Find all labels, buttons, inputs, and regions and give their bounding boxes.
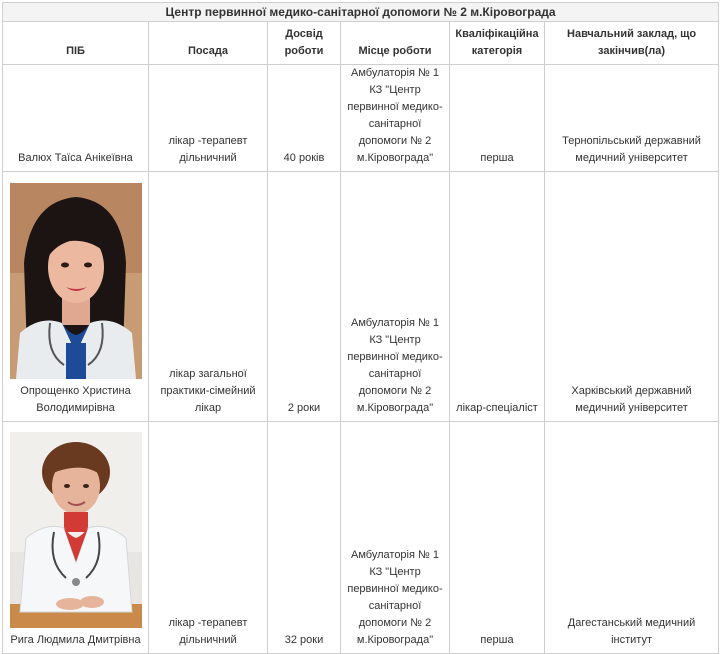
cell-category: перша xyxy=(450,422,545,654)
header-name: ПІБ xyxy=(3,22,149,65)
cell-workplace: Амбулаторія № 1 КЗ "Центр первинної медико-санітарної допомоги № 2 м.Кіровограда" xyxy=(341,65,450,172)
staff-table xyxy=(2,2,719,654)
cell-workplace: Амбулаторія № 1 КЗ "Центр первинної медико-санітарної допомоги № 2 м.Кіровограда" xyxy=(341,172,450,422)
header-education: Навчальний заклад, що закінчив(ла) xyxy=(545,22,719,65)
cell-name-with-photo xyxy=(3,422,149,654)
table-title: Центр первинної медико-санітарної допомоги № 2 м.Кіровограда xyxy=(3,3,719,22)
cell-position: лікар -терапевт дільничний xyxy=(149,65,268,172)
doctor-photo xyxy=(10,183,142,379)
cell-name: Валюх Таїса Анікеївна xyxy=(3,65,149,172)
cell-position: лікар -терапевт дільничний xyxy=(149,422,268,654)
cell-workplace: Амбулаторія № 1 КЗ "Центр первинної медико-санітарної допомоги № 2 м.Кіровограда" xyxy=(341,422,450,654)
cell-name-with-photo xyxy=(3,172,149,422)
header-experience: Досвід роботи xyxy=(268,22,341,65)
cell-experience: 2 роки xyxy=(268,172,341,422)
cell-name: Рига Людмила Дмитрівна xyxy=(10,634,141,646)
staff-table-wrapper xyxy=(2,2,719,654)
cell-education: Тернопільський державний медичний університет xyxy=(545,65,719,172)
header-category: Кваліфікаційна категорія xyxy=(450,22,545,65)
cell-category: лікар-спеціаліст xyxy=(450,172,545,422)
doctor-photo xyxy=(10,432,142,628)
cell-experience: 40 років xyxy=(268,65,341,172)
table-title-row xyxy=(3,3,719,22)
cell-position: лікар загальної практики-сімейний лікар xyxy=(149,172,268,422)
header-position: Посада xyxy=(149,22,268,65)
cell-category: перша xyxy=(450,65,545,172)
cell-name: Опрощенко Христина Володимирівна xyxy=(20,385,131,414)
cell-education: Дагестанський медичний інститут xyxy=(545,422,719,654)
header-workplace: Місце роботи xyxy=(341,22,450,65)
cell-education: Харківський державний медичний університет xyxy=(545,172,719,422)
table-header-row xyxy=(3,22,719,65)
table-row xyxy=(3,172,719,422)
table-row xyxy=(3,422,719,654)
table-row xyxy=(3,65,719,172)
cell-experience: 32 роки xyxy=(268,422,341,654)
